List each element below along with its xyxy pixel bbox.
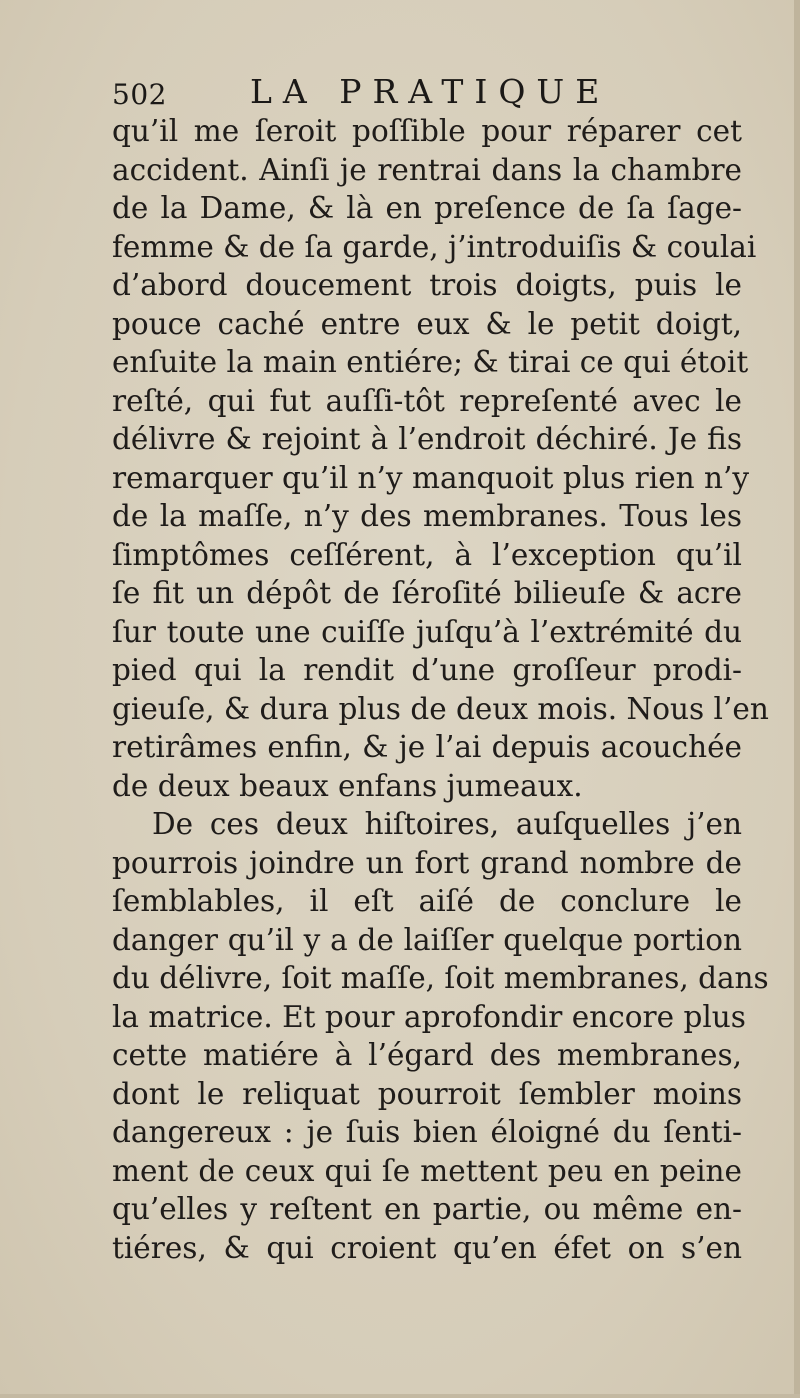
text-line: gieuſe, & dura plus de deux mois. Nous l’en [112, 691, 769, 726]
body-text [112, 112, 769, 1267]
page-bottom-edge [0, 1394, 800, 1398]
text-line: retirâmes enfin, & je l’ai depuis acouchée [112, 730, 742, 764]
text-line: délivre & rejoint à l’endroit déchiré. Je fis [112, 422, 742, 456]
text-line: de la Dame, & là en preſence de ſa ſage- [112, 191, 742, 225]
text-line: remarquer qu’il n’y manquoit plus rien n’y [112, 460, 750, 495]
text-line: tiéres, & qui croient qu’en éfet on s’en [112, 1230, 742, 1265]
text-line: femme & de ſa garde, j’introduiſis & coulai [112, 229, 757, 264]
text-line: du délivre, ſoit maſſe, ſoit membranes, dans [112, 961, 769, 995]
text-line: de la maſſe, n’y des membranes. Tous les [112, 499, 742, 533]
text-line: ſur toute une cuiſſe juſqu’à l’extrémité du [112, 614, 742, 649]
text-line: pourrois joindre un fort grand nombre de [112, 845, 742, 880]
text-line: ſemblables, il eſt aiſé de conclure le [112, 884, 742, 918]
text-line: reſté, qui fut auſſi-tôt repreſenté avec le [112, 383, 742, 418]
text-line: la matrice. Et pour aprofondir encore plus [112, 999, 746, 1034]
text-line: pouce caché entre eux & le petit doigt, [112, 306, 742, 341]
text-line: accident. Ainſi je rentrai dans la chambre [112, 152, 742, 187]
text-line: ſe fit un dépôt de ſéroſité bilieuſe & acre [112, 576, 742, 610]
page-number: 502 [112, 78, 167, 111]
text-line: qu’elles y reſtent en partie, ou même en- [112, 1192, 742, 1226]
text-line: de deux beaux enfans jumeaux. [112, 768, 583, 803]
page-edge [794, 0, 800, 1398]
paragraph-start-line: De ces deux hiſtoires, auſquelles j’en [152, 807, 742, 841]
text-line: cette matiére à l’égard des membranes, [112, 1038, 742, 1072]
text-line: qu’il me ſeroit poſſible pour réparer cet [112, 114, 742, 148]
text-line: d’abord doucement trois doigts, puis le [112, 268, 742, 302]
text-line: pied qui la rendit d’une groſſeur prodi- [112, 653, 742, 687]
text-line: enſuite la main entiére; & tirai ce qui étoit [112, 345, 749, 379]
text-line: ment de ceux qui ſe mettent peu en peine [112, 1153, 742, 1188]
text-line: danger qu’il y a de laiſſer quelque portion [112, 922, 742, 957]
text-line: dangereux : je ſuis bien éloigné du ſenti- [112, 1115, 742, 1149]
running-title: LA PRATIQUE [250, 72, 611, 111]
text-line: ſimptômes ceſſérent, à l’exception qu’il [112, 537, 742, 572]
running-head [112, 72, 752, 116]
text-line: dont le reliquat pourroit ſembler moins [112, 1076, 742, 1111]
